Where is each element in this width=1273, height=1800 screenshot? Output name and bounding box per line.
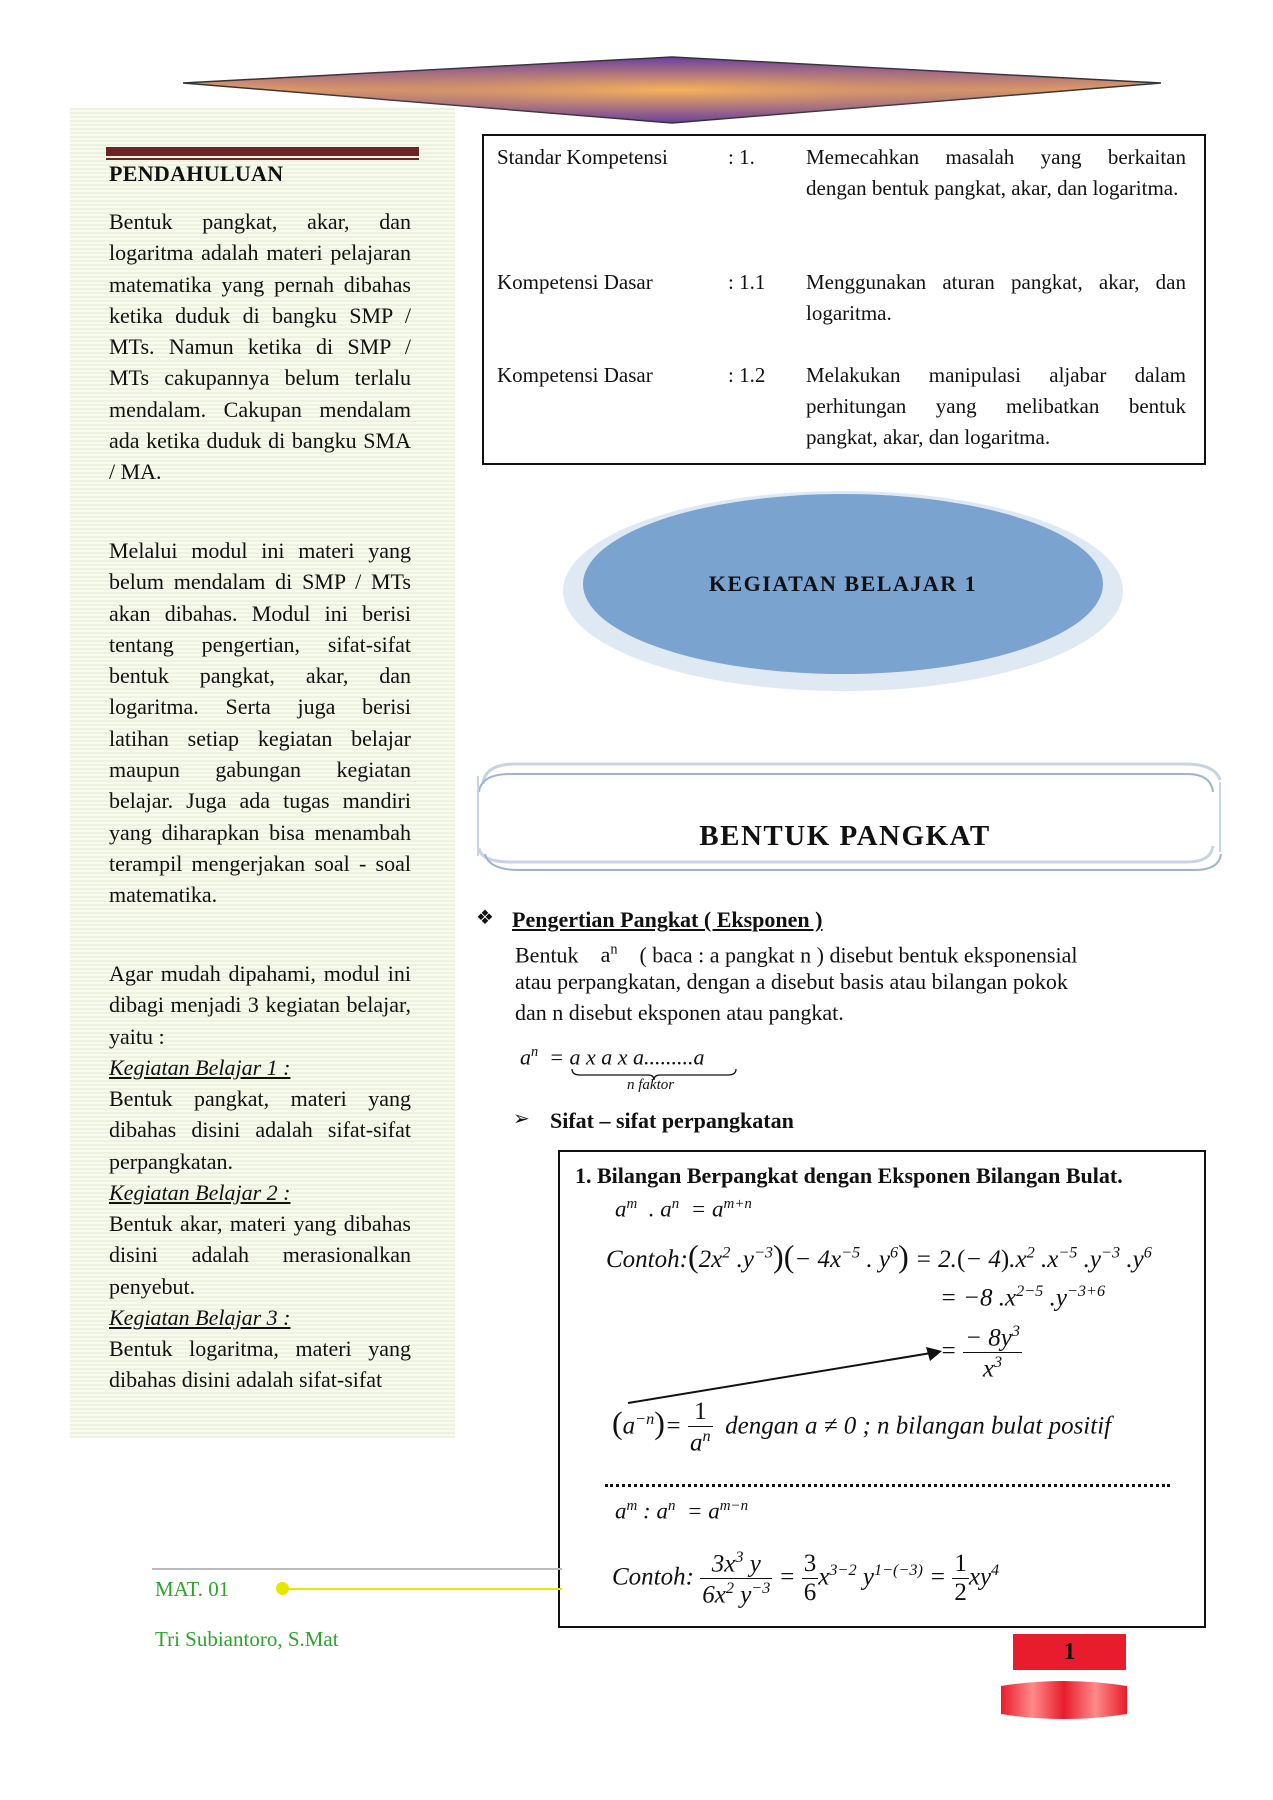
sidebar-paragraph-intro: Bentuk pangkat, akar, dan logaritma adalah materi pelajaran matematika yang pernah dibahas ketika duduk di bangku SMP / MTs. Namun ketika di SMP / MTs cakupannya belum terlalu mendalam. Cakupan mendalam ada ketika duduk di bangku SMA / MA. [109, 209, 411, 485]
bullet-arrow-icon: ➢ [513, 1108, 530, 1130]
rule-product-step2: = −8 $.x^{2-5}$ $.y^{-3+6}$ [940, 1282, 1106, 1312]
footer-author: Tri Subiantoro, S.Mat [155, 1627, 339, 1651]
footer-dot-icon [276, 1582, 289, 1595]
definition-line-2: atau perpangkatan, dengan a disebut basis atau bilangan pokok [515, 969, 1068, 994]
definition-formula: $a^n = a$ x a x a.........a [520, 1044, 705, 1070]
footer-yellow-rule [282, 1588, 562, 1590]
definition-formula-rhs: a x a x a.........a [569, 1044, 705, 1070]
competency-code-kd2: : 1.2 [728, 363, 766, 387]
example-label: Contoh [606, 1246, 680, 1273]
red-ribbon-decoration [1001, 1680, 1127, 1720]
rule-quotient-example: Contoh: $\frac{3x^3 y}{6x^2 y^{-3}}$ = $\frac{3}{6}$ $x^{3-2}$ $y^{1-(-3)}$ = $\frac{1}{2}$ $xy^4$ [612, 1548, 1000, 1609]
rules-heading: 1. Bilangan Berpangkat dengan Eksponen Bilangan Bulat. [575, 1163, 1123, 1188]
sidebar-kb3-text: Bentuk logaritma, materi yang dibahas disini adalah sifat-sifat [109, 1336, 411, 1393]
bullet-diamond-icon: ❖ [476, 907, 494, 929]
competency-code-sk: : 1. [728, 145, 755, 169]
sidebar-title-rule-thin [106, 158, 419, 160]
rule-product-step3: = $\frac{- 8y^3}{x^3}$ [940, 1322, 1020, 1383]
underbrace-label: n faktor [627, 1077, 675, 1093]
competency-text-sk: Memecahkan masalah yang berkaitan dengan bentuk pangkat, akar, dan logaritma. [806, 145, 1186, 200]
footer-rule [152, 1568, 562, 1570]
properties-heading: Sifat – sifat perpangkatan [550, 1108, 794, 1133]
rule-negative-exponent: $(a^{-n})=$ $\frac{1}{a^n}$ dengan a ≠ 0 ; n bilangan bulat positif [612, 1398, 1112, 1457]
sidebar-title-rule [106, 147, 419, 156]
definition-a-n: $a^n$ [584, 942, 618, 968]
competency-code-kd1: : 1.1 [728, 270, 766, 294]
sidebar-kb2-text: Bentuk akar, materi yang dibahas disini adalah merasionalkan penyebut. [109, 1211, 411, 1299]
definition-line-3: dan n disebut eksponen atau pangkat. [515, 1000, 844, 1025]
sidebar-paragraph-overview: Agar mudah dipahami, modul ini dibagi menjadi 3 kegiatan belajar, yaitu : [109, 961, 411, 1049]
sidebar-title: PENDAHULUAN [109, 161, 284, 186]
competency-label-sk: Standar Kompetensi [497, 145, 668, 169]
competency-text-kd2: Melakukan manipulasi aljabar dalam perhitungan yang melibatkan bentuk pangkat, akar, dan logaritma. [806, 363, 1186, 449]
definition-heading: Pengertian Pangkat ( Eksponen ) [512, 907, 823, 932]
competency-label-kd2: Kompetensi Dasar [497, 363, 653, 387]
definition-text-b: ( baca : a pangkat n ) disebut bentuk eksponensial [639, 942, 1078, 968]
definition-text-a: Bentuk [515, 942, 579, 968]
rule-quotient: $a^m$ : $a^n = a^{m-n}$ [615, 1498, 749, 1524]
competency-label-kd1: Kompetensi Dasar [497, 270, 653, 294]
footer-module: MAT. 01 [155, 1577, 230, 1601]
competency-text-kd1: Menggunakan aturan pangkat, akar, dan logaritma. [806, 270, 1186, 325]
sidebar-kb1-text: Bentuk pangkat, materi yang dibahas disini adalah sifat-sifat perpangkatan. [109, 1086, 411, 1174]
negative-exponent-condition: dengan a ≠ 0 ; n bilangan bulat positif [725, 1412, 1112, 1440]
rule-product-example: $Contoh:(2x^2$ $.y^{-3})(- 4x^{-5}$ . $y^6) = 2.(- 4).x^2$ $.x^{-5}$ $.y^{-3}$ $.y^6$ [606, 1238, 1152, 1274]
sidebar-kb1-label: Kegiatan Belajar 1 : [109, 1055, 291, 1080]
sidebar-paragraph-module: Melalui modul ini materi yang belum mendalam di SMP / MTs akan dibahas. Modul ini berisi tentang pengertian, sifat-sifat bentuk pangkat, akar, dan logaritma. Serta juga berisi latihan setiap kegiatan belajar maupun gabungan kegiatan belajar. Juga ada tugas mandiri yang diharapkan bisa menambah terampil mengerjakan soal - soal matematika. [109, 538, 411, 908]
section-title: BENTUK PANGKAT [699, 820, 991, 852]
quotient-example-label: Contoh [612, 1563, 686, 1591]
rule-product: $a^m$ . $a^n = a^{m+n}$ [615, 1196, 752, 1222]
section-title-banner [475, 762, 1225, 874]
dotted-separator [605, 1484, 1170, 1487]
sidebar-kb2-label: Kegiatan Belajar 2 : [109, 1180, 291, 1205]
sidebar-kb3-label: Kegiatan Belajar 3 : [109, 1305, 291, 1330]
page-number: 1 [1063, 1639, 1076, 1665]
activity-title: KEGIATAN BELAJAR 1 [708, 571, 978, 596]
